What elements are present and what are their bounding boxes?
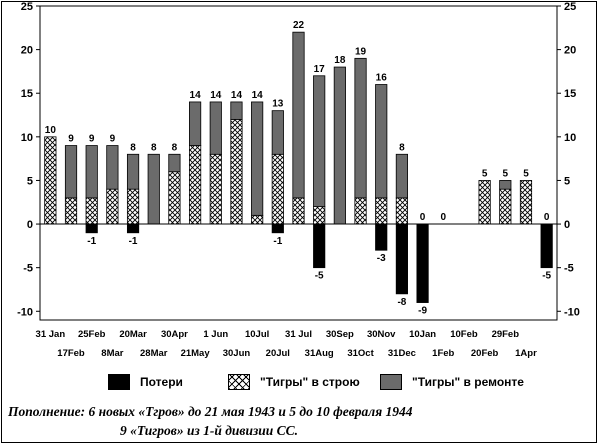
x-tick-label-top: 20Mar: [119, 329, 147, 340]
footnote-line-1: Пополнение: 6 новых «Тгров» до 21 мая 1943 и 5 до 10 февраля 1944: [8, 404, 413, 419]
x-tick-label-top: 10Jan: [409, 329, 437, 340]
x-tick-label-top: 31 Jan: [35, 329, 66, 340]
bar-in-service: [520, 180, 531, 224]
bar-in-repair: [86, 146, 97, 198]
x-tick-label-top: 30Apr: [160, 329, 188, 340]
bar-in-repair: [65, 146, 76, 198]
bar-in-repair: [148, 154, 159, 224]
bar-in-service: [86, 198, 97, 224]
x-tick-label-bottom: 1Feb: [432, 348, 455, 359]
legend-swatch-losses: [108, 374, 130, 390]
data-label-top: 14: [251, 89, 263, 101]
y-tick-label-right: 25: [564, 1, 577, 13]
y-tick-label-left: -10: [17, 306, 33, 319]
legend-label-losses: Потери: [140, 375, 183, 389]
y-tick-label-left: 0: [26, 219, 33, 232]
y-tick-label-left: 25: [20, 1, 33, 13]
data-label-top: 14: [189, 89, 201, 101]
bar-in-repair: [189, 102, 200, 146]
data-label-top: 16: [375, 72, 387, 84]
bar-in-repair: [334, 67, 345, 224]
legend-label-in-repair: "Тигры" в ремонте: [412, 375, 524, 389]
data-label-bottom: -1: [87, 235, 97, 247]
bar-in-service: [65, 198, 76, 224]
x-tick-label-top: 30Sep: [325, 329, 354, 340]
data-label-top: 0: [419, 212, 426, 224]
data-label-bottom: -3: [376, 253, 386, 265]
y-tick-label-left: 5: [26, 175, 33, 188]
y-tick-label-right: 10: [564, 131, 577, 144]
bar-in-service: [396, 198, 407, 224]
data-label-top: 9: [68, 133, 74, 145]
y-tick-label-right: 5: [564, 175, 571, 188]
data-label-top: 14: [230, 89, 243, 101]
x-tick-label-top: 29Feb: [491, 329, 520, 340]
bar-loss: [272, 224, 283, 233]
legend: [0, 374, 600, 396]
data-label-top: 13: [272, 98, 284, 110]
data-label-top: 8: [171, 142, 178, 154]
data-label-top: 19: [354, 46, 367, 58]
bar-in-repair: [500, 180, 511, 189]
footnote: [8, 402, 598, 440]
x-tick-label-top: 1 Jun: [203, 329, 229, 340]
bar-in-repair: [396, 154, 407, 198]
bar-in-repair: [231, 102, 242, 119]
data-label-top: 9: [109, 133, 116, 145]
data-label-top: 0: [543, 212, 550, 224]
x-tick-label-top: 30Nov: [366, 329, 396, 340]
y-tick-label-left: 15: [20, 88, 33, 101]
data-label-top: 5: [523, 168, 529, 180]
bar-loss: [396, 224, 407, 294]
data-label-bottom: -9: [418, 305, 428, 317]
bar-in-repair: [127, 154, 138, 189]
bar-in-service: [251, 215, 262, 224]
x-tick-label-bottom: 28Mar: [140, 348, 168, 359]
bar-in-service: [479, 180, 490, 224]
y-tick-label-right: 20: [564, 44, 577, 57]
legend-item-losses: [108, 374, 183, 390]
data-label-top: 9: [88, 133, 95, 145]
x-tick-label-top: 25Feb: [77, 329, 106, 340]
y-tick-label-right: 0: [564, 219, 571, 232]
legend-label-in-service: "Тигры" в строю: [260, 375, 360, 389]
data-label-top: 5: [502, 168, 509, 180]
y-tick-label-right: -5: [564, 262, 574, 275]
bar-in-repair: [355, 58, 366, 198]
bar-in-service: [107, 189, 118, 224]
bar-loss: [127, 224, 138, 233]
data-label-top: 8: [399, 142, 405, 154]
x-tick-label-bottom: 17Feb: [57, 348, 85, 359]
bar-loss: [541, 224, 552, 268]
x-tick-label-bottom: 31Aug: [304, 348, 334, 359]
bar-in-repair: [169, 154, 180, 171]
bar-in-service: [376, 198, 387, 224]
legend-item-in-repair: [380, 374, 524, 390]
x-tick-label-top: 10Jul: [244, 329, 270, 340]
y-tick-label-right: 15: [564, 88, 577, 101]
legend-swatch-in-repair: [380, 374, 402, 390]
y-tick-label-left: -5: [23, 262, 33, 275]
bar-in-service: [189, 146, 200, 225]
y-tick-label-right: -10: [564, 306, 580, 319]
legend-swatch-in-service: [228, 374, 250, 390]
bar-loss: [376, 224, 387, 250]
data-label-top: 5: [481, 168, 488, 180]
data-label-bottom: -1: [128, 235, 138, 247]
bar-in-service: [313, 207, 324, 224]
data-label-bottom: -5: [314, 270, 324, 282]
x-tick-label-top: 31 Jul: [285, 329, 312, 340]
data-label-bottom: -5: [542, 270, 552, 282]
x-tick-label-bottom: 31Dec: [387, 348, 416, 359]
y-tick-label-left: 20: [20, 44, 33, 57]
bar-in-repair: [313, 76, 324, 207]
bar-in-repair: [107, 146, 118, 190]
y-tick-label-left: 10: [20, 131, 33, 144]
legend-item-in-service: [228, 374, 360, 390]
data-label-bottom: -1: [273, 235, 283, 247]
bar-in-repair: [210, 102, 221, 154]
bar-in-service: [127, 189, 138, 224]
footnote-line-2: 9 «Тигров» из 1-й дивизии СС.: [120, 423, 299, 438]
bar-in-repair: [272, 111, 283, 155]
bar-in-service: [355, 198, 366, 224]
data-label-bottom: -8: [397, 296, 407, 308]
x-tick-label-bottom: 8Mar: [101, 348, 124, 359]
bar-in-service: [231, 119, 242, 224]
bar-in-service: [500, 189, 511, 224]
x-tick-label-bottom: 20Feb: [470, 348, 499, 359]
data-label-top: 22: [292, 20, 305, 32]
data-label-top: 18: [334, 55, 346, 67]
x-tick-label-bottom: 30Jun: [222, 348, 251, 359]
bar-in-repair: [293, 32, 304, 198]
bar-in-service: [45, 137, 56, 224]
x-tick-label-bottom: 21May: [180, 348, 210, 359]
bar-loss: [86, 224, 97, 233]
bar-in-repair: [251, 102, 262, 215]
data-label-top: 8: [150, 142, 157, 154]
bar-loss: [313, 224, 324, 268]
bar-in-service: [293, 198, 304, 224]
x-tick-label-bottom: 1Apr: [515, 348, 537, 359]
x-tick-label-bottom: 20Jul: [265, 348, 290, 359]
bar-loss: [417, 224, 428, 302]
data-label-top: 14: [210, 89, 222, 101]
data-label-top: 8: [130, 142, 136, 154]
bar-in-service: [169, 172, 180, 224]
bar-in-service: [210, 154, 221, 224]
data-label-top: 17: [313, 63, 325, 75]
data-label-top: 0: [440, 212, 447, 224]
bar-in-service: [272, 154, 283, 224]
bar-in-repair: [376, 85, 387, 198]
x-tick-label-bottom: 31Oct: [347, 348, 374, 359]
data-label-top: 10: [44, 124, 56, 136]
x-tick-label-top: 10Feb: [450, 329, 478, 340]
